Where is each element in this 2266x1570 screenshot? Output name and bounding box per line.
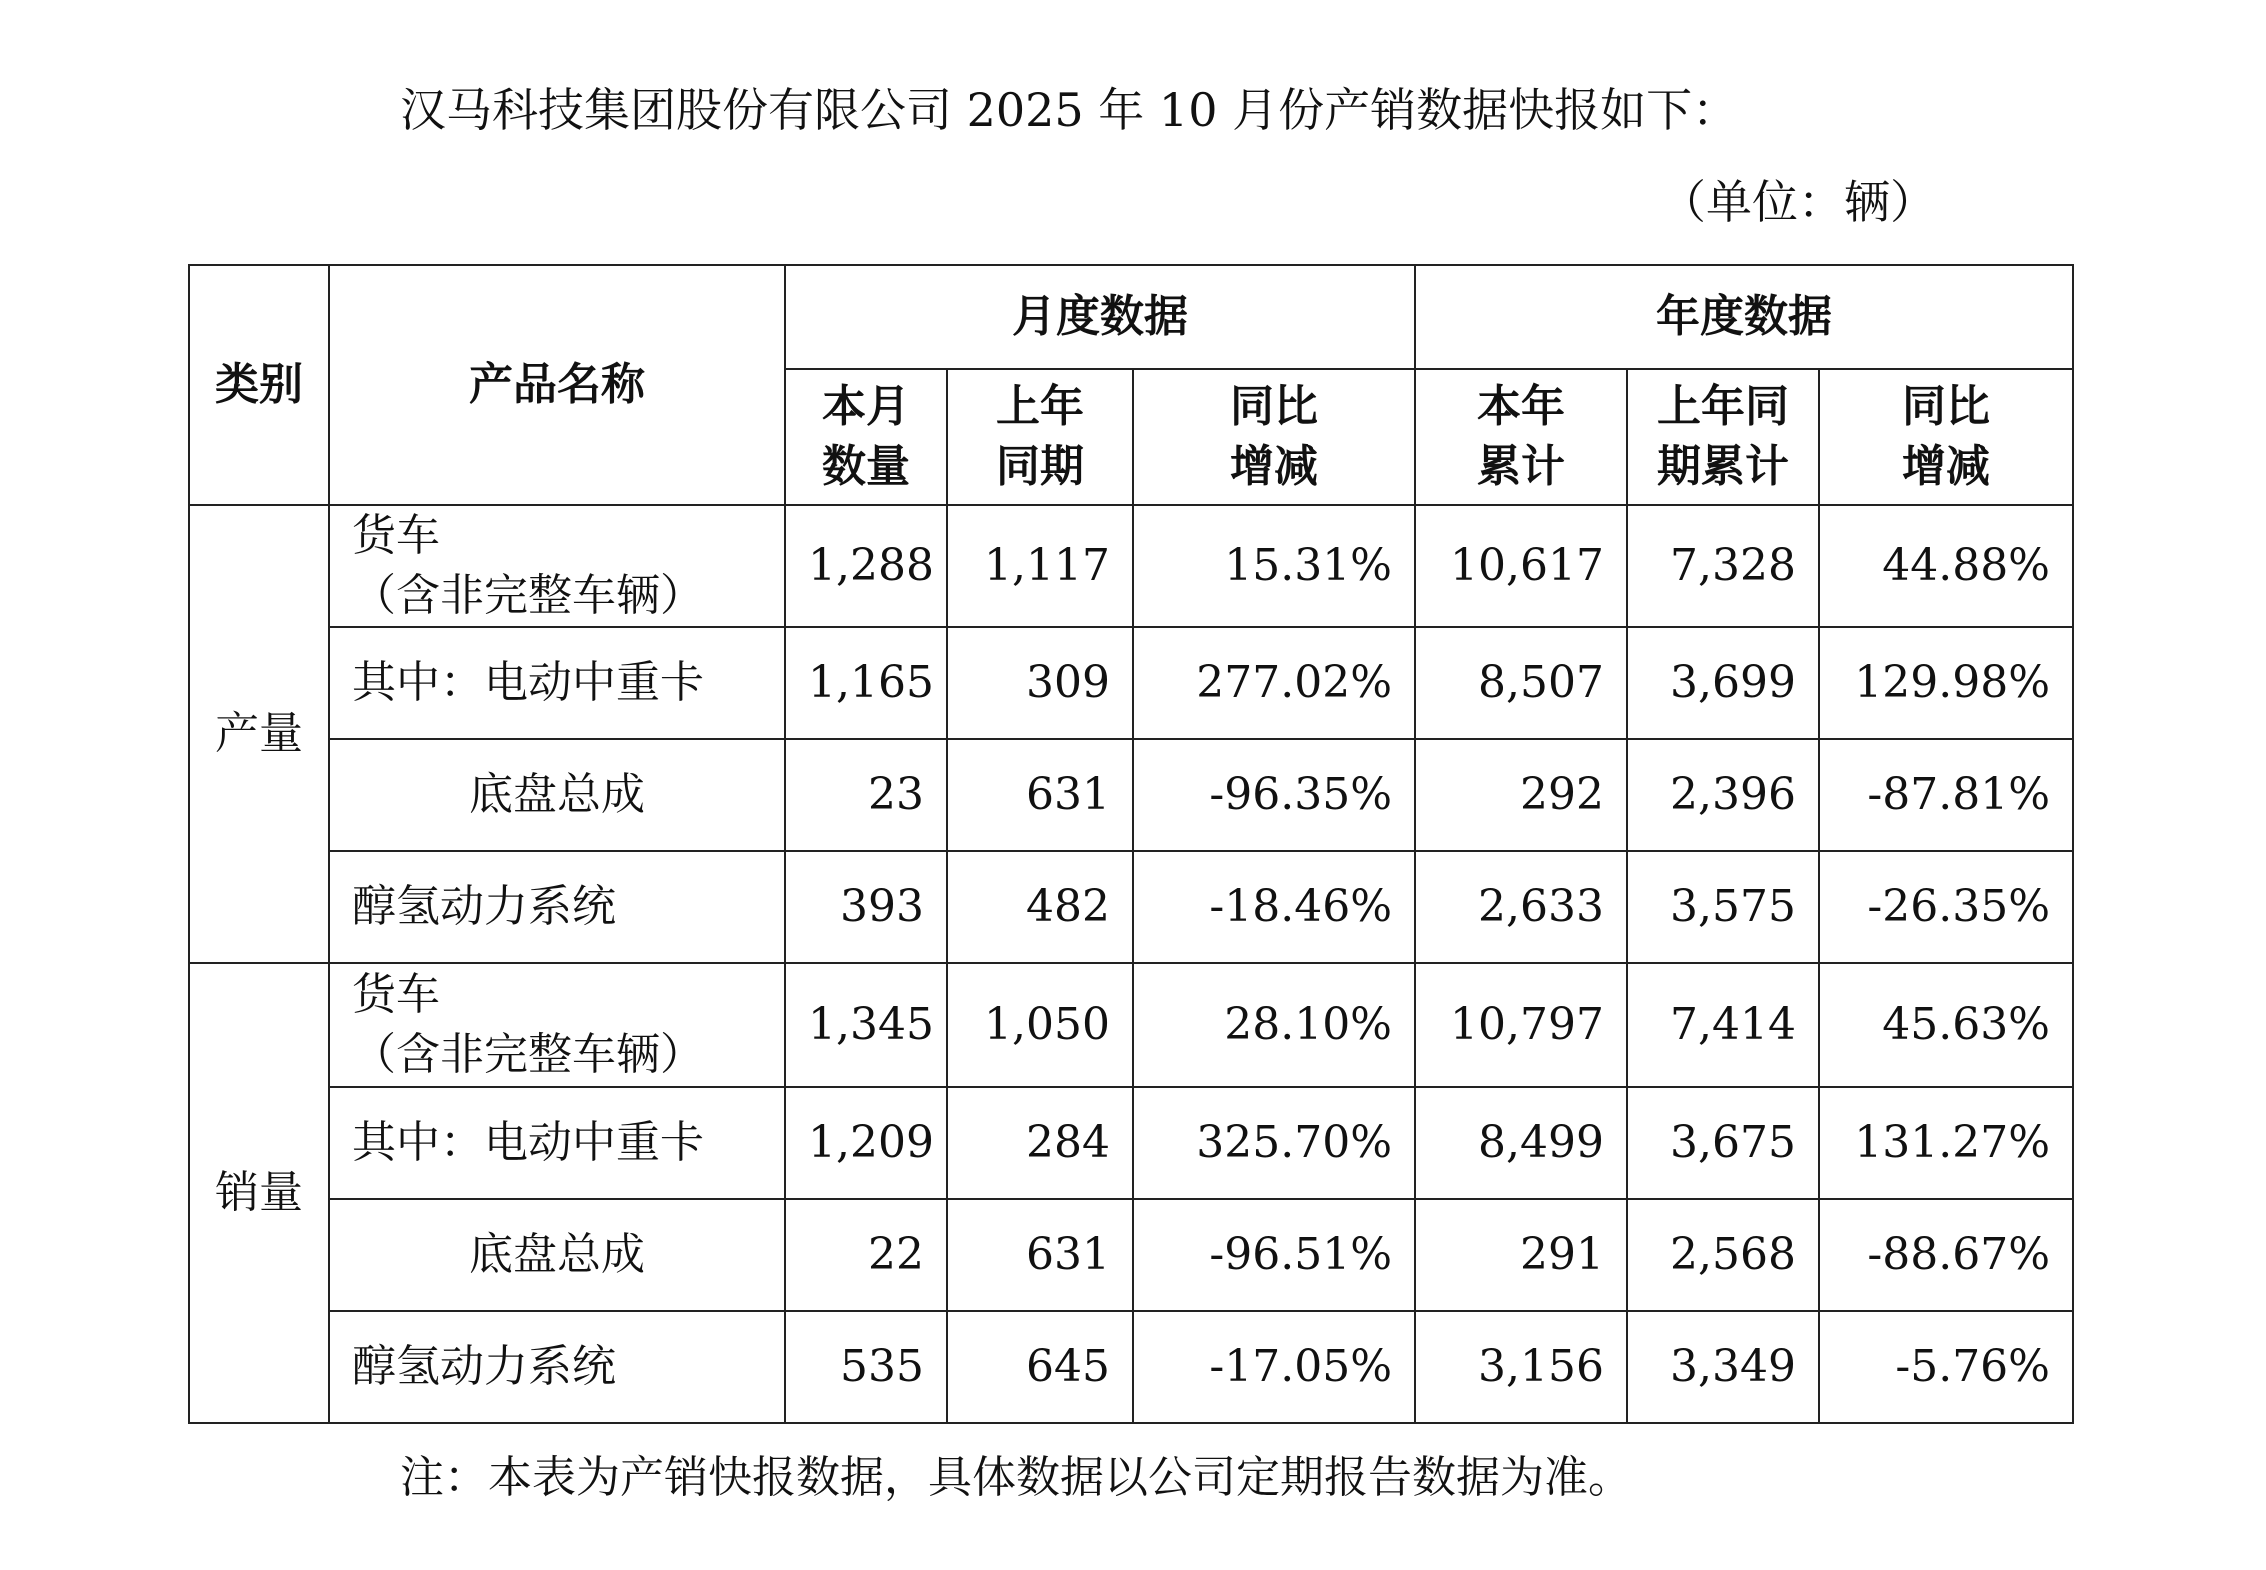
yoy-monthly: -17.05% <box>1133 1311 1415 1423</box>
product-name: 其中：电动中重卡 <box>329 1087 785 1199</box>
yoy-monthly: 28.10% <box>1133 963 1415 1087</box>
header-row-1 <box>189 265 2073 369</box>
header-monthly: 月度数据 <box>785 265 1415 369</box>
last-year-qty: 631 <box>947 1199 1133 1311</box>
category-cell: 产量 <box>189 505 329 963</box>
yoy-monthly: 325.70% <box>1133 1087 1415 1199</box>
header-category: 类别 <box>189 265 329 505</box>
table-row <box>189 963 2073 1087</box>
last-year-qty: 1,117 <box>947 505 1133 627</box>
ytd-qty: 3,156 <box>1415 1311 1627 1423</box>
yoy-monthly: -18.46% <box>1133 851 1415 963</box>
yoy-annual: -5.76% <box>1819 1311 2073 1423</box>
yoy-monthly: 277.02% <box>1133 627 1415 739</box>
yoy-annual: 44.88% <box>1819 505 2073 627</box>
last-ytd-qty: 2,396 <box>1627 739 1819 851</box>
header-last-year: 上年 同期 <box>947 369 1133 505</box>
product-name: 其中：电动中重卡 <box>329 627 785 739</box>
ytd-qty: 10,617 <box>1415 505 1627 627</box>
header-yoy-monthly: 同比 增减 <box>1133 369 1415 505</box>
last-ytd-qty: 3,675 <box>1627 1087 1819 1199</box>
header-month-qty: 本月 数量 <box>785 369 947 505</box>
yoy-annual: 129.98% <box>1819 627 2073 739</box>
yoy-annual: -26.35% <box>1819 851 2073 963</box>
month-qty: 1,288 <box>785 505 947 627</box>
last-ytd-qty: 3,699 <box>1627 627 1819 739</box>
table-row <box>189 505 2073 627</box>
month-qty: 1,209 <box>785 1087 947 1199</box>
ytd-qty: 10,797 <box>1415 963 1627 1087</box>
table-row <box>189 851 2073 963</box>
yoy-annual: -88.67% <box>1819 1199 2073 1311</box>
yoy-monthly: -96.51% <box>1133 1199 1415 1311</box>
yoy-annual: 131.27% <box>1819 1087 2073 1199</box>
ytd-qty: 292 <box>1415 739 1627 851</box>
month-qty: 1,345 <box>785 963 947 1087</box>
category-cell: 销量 <box>189 963 329 1423</box>
header-annual: 年度数据 <box>1415 265 2073 369</box>
footnote: 注：本表为产销快报数据，具体数据以公司定期报告数据为准。 <box>400 1452 1632 1503</box>
report-intro: 汉马科技集团股份有限公司 2025 年 10 月份产销数据快报如下： <box>400 83 1739 137</box>
product-name: 货车 （含非完整车辆） <box>329 505 785 627</box>
product-name: 货车 （含非完整车辆） <box>329 963 785 1087</box>
yoy-annual: -87.81% <box>1819 739 2073 851</box>
last-ytd-qty: 7,414 <box>1627 963 1819 1087</box>
table-row <box>189 627 2073 739</box>
yoy-annual: 45.63% <box>1819 963 2073 1087</box>
month-qty: 23 <box>785 739 947 851</box>
header-product: 产品名称 <box>329 265 785 505</box>
last-year-qty: 1,050 <box>947 963 1133 1087</box>
table-row <box>189 1087 2073 1199</box>
ytd-qty: 8,507 <box>1415 627 1627 739</box>
last-ytd-qty: 7,328 <box>1627 505 1819 627</box>
last-ytd-qty: 3,349 <box>1627 1311 1819 1423</box>
last-ytd-qty: 3,575 <box>1627 851 1819 963</box>
last-year-qty: 631 <box>947 739 1133 851</box>
product-name: 底盘总成 <box>329 739 785 851</box>
header-yoy-annual: 同比 增减 <box>1819 369 2073 505</box>
product-name: 底盘总成 <box>329 1199 785 1311</box>
table-row <box>189 1199 2073 1311</box>
production-sales-table <box>188 264 2074 1424</box>
month-qty: 535 <box>785 1311 947 1423</box>
last-year-qty: 482 <box>947 851 1133 963</box>
product-name: 醇氢动力系统 <box>329 1311 785 1423</box>
month-qty: 393 <box>785 851 947 963</box>
header-last-ytd: 上年同 期累计 <box>1627 369 1819 505</box>
last-year-qty: 645 <box>947 1311 1133 1423</box>
unit-label: （单位：辆） <box>1660 175 1936 229</box>
last-year-qty: 309 <box>947 627 1133 739</box>
yoy-monthly: 15.31% <box>1133 505 1415 627</box>
yoy-monthly: -96.35% <box>1133 739 1415 851</box>
product-name: 醇氢动力系统 <box>329 851 785 963</box>
last-ytd-qty: 2,568 <box>1627 1199 1819 1311</box>
ytd-qty: 2,633 <box>1415 851 1627 963</box>
ytd-qty: 8,499 <box>1415 1087 1627 1199</box>
table-row <box>189 739 2073 851</box>
table-row <box>189 1311 2073 1423</box>
ytd-qty: 291 <box>1415 1199 1627 1311</box>
last-year-qty: 284 <box>947 1087 1133 1199</box>
header-ytd: 本年 累计 <box>1415 369 1627 505</box>
month-qty: 1,165 <box>785 627 947 739</box>
month-qty: 22 <box>785 1199 947 1311</box>
